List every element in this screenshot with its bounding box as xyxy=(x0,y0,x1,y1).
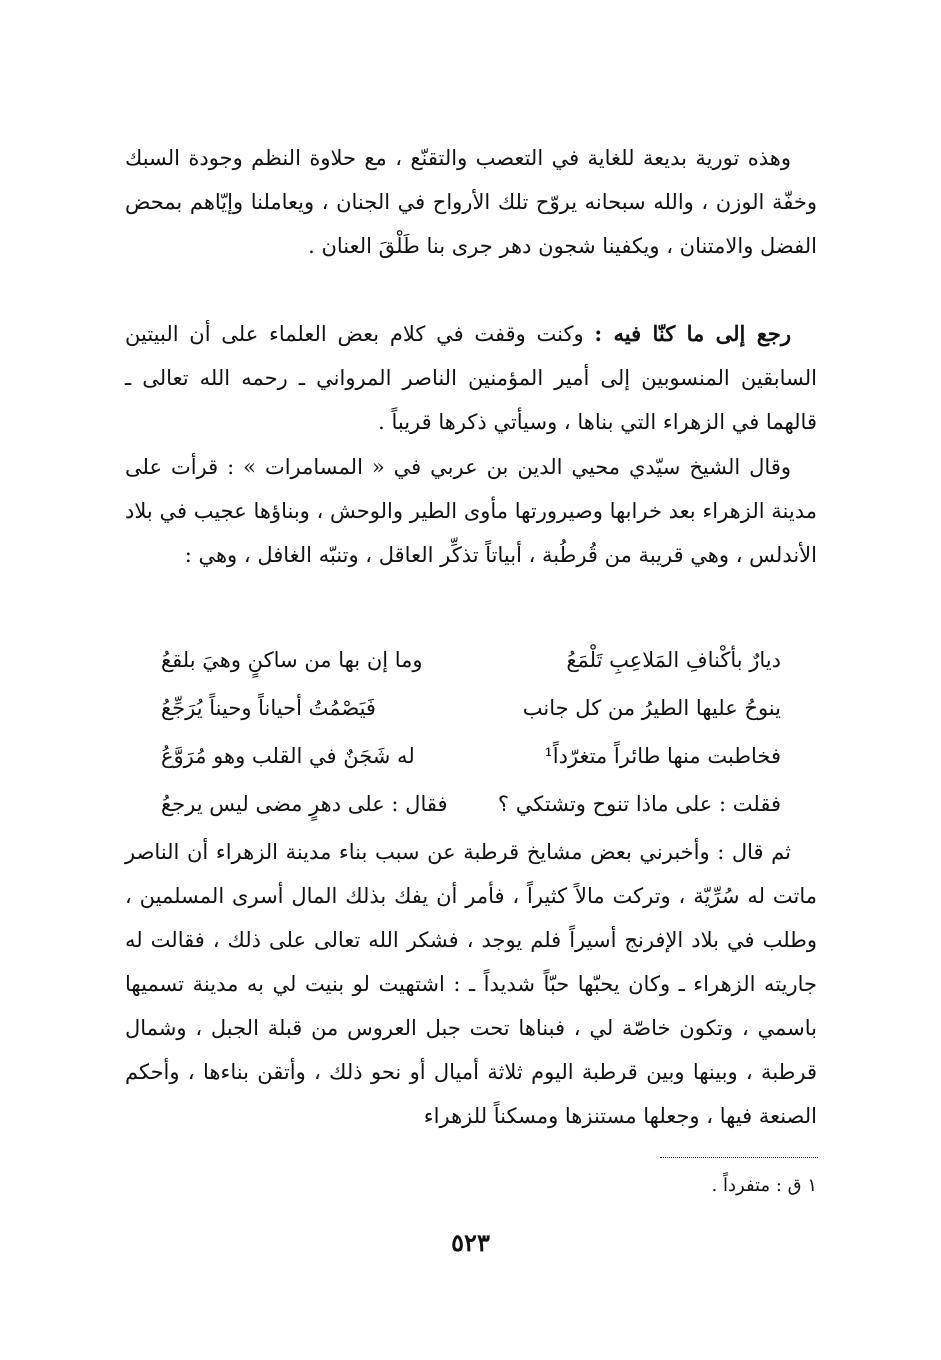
paragraph-2-block xyxy=(125,312,817,444)
poem-hemistich-second: وما إن بها من ساكنٍ وهيَ بلقعُ xyxy=(161,648,423,672)
poem-hemistich-second: له شَجَنٌ في القلب وهو مُرَوَّعُ xyxy=(161,744,415,768)
poem-verse xyxy=(161,780,781,828)
poem-hemistich-first: فخاطبت منها طائراً متغرّداً¹ xyxy=(544,744,781,768)
section-heading-inline: رجع إلى ما كنّا فيه : xyxy=(594,321,791,346)
paragraph-3: وقال الشيخ سيّدي محيي الدين بن عربي في « المسامرات » : قرأت على مدينة الزهراء بعد خرابها وصيرورتها مأوى الطير والوحش ، وبناؤها عجيب في بلاد الأندلس ، وهي قريبة من قُرطُبة ، أبياتاً تذكِّر العاقل ، وتنبّه الغافل ، وهي : xyxy=(125,455,817,567)
paragraph-1: وهذه تورية بديعة للغاية في التعصب والتقنّع ، مع حلاوة النظم وجودة السبك وخفّة الوزن ، والله سبحانه يروّح تلك الأرواح في الجنان ، ويعاملنا وإيّاهم بمحض الفضل والامتنان ، ويكفينا شجون دهر جرى بنا طَلْقَ العنان . xyxy=(125,146,817,258)
poem xyxy=(161,636,781,828)
poem-hemistich-first: فقلت : على ماذا تنوح وتشتكي ؟ xyxy=(497,792,781,816)
paragraph-4-block xyxy=(125,830,817,1138)
poem-hemistich-first: ديارٌ بأكْنافِ المَلاعِبِ تَلْمَعُ xyxy=(566,648,781,672)
paragraph-4: ثم قال : وأخبرني بعض مشايخ قرطبة عن سبب بناء مدينة الزهراء أن الناصر ماتت له سُرِّيّة ، وتركت مالاً كثيراً ، فأمر أن يفك بذلك المال أسرى المسلمين ، وطلب في بلاد الإفرنج أسيراً فلم يوجد ، فشكر الله تعالى على ذلك ، فقالت له جاريته الزهراء ـ وكان يحبّها حبّاً شديداً ـ : اشتهيت لو بنيت لي به مدينة تسميها باسمي ، وتكون خاصّة لي ، فبناها تحت جبل العروس من قبلة الجبل ، وشمال قرطبة ، وبينها وبين قرطبة اليوم ثلاثة أميال أو نحو ذلك ، وأتقن بناءها ، وأحكم الصنعة فيها ، وجعلها مستنزها ومسكناً للزهراء xyxy=(125,840,817,1128)
paragraph-3-block xyxy=(125,445,817,577)
poem-verse xyxy=(161,636,781,684)
footnote-divider xyxy=(660,1157,818,1158)
poem-hemistich-first: ينوحُ عليها الطيرُ من كل جانب xyxy=(522,696,781,720)
paragraph-1-block xyxy=(125,136,817,268)
poem-hemistich-second: فقال : على دهرٍ مضى ليس يرجعُ xyxy=(161,792,448,816)
paragraph-2 xyxy=(125,312,817,444)
footnote: ١ ق : متفرداً . xyxy=(711,1175,817,1196)
poem-hemistich-second: فَيَصْمُتُ أحياناً وحيناً يُرَجِّعُ xyxy=(161,696,376,720)
poem-verse xyxy=(161,684,781,732)
poem-verse xyxy=(161,732,781,780)
page-number: ٥٢٣ xyxy=(451,1228,490,1257)
paragraph-2-text: وكنت وقفت في كلام بعض العلماء على أن البيتين السابقين المنسوبين إلى أمير المؤمنين الناصر المرواني ـ رحمه الله تعالى ـ قالهما في الزهراء التي بناها ، وسيأتي ذكرها قريباً . xyxy=(125,322,817,434)
